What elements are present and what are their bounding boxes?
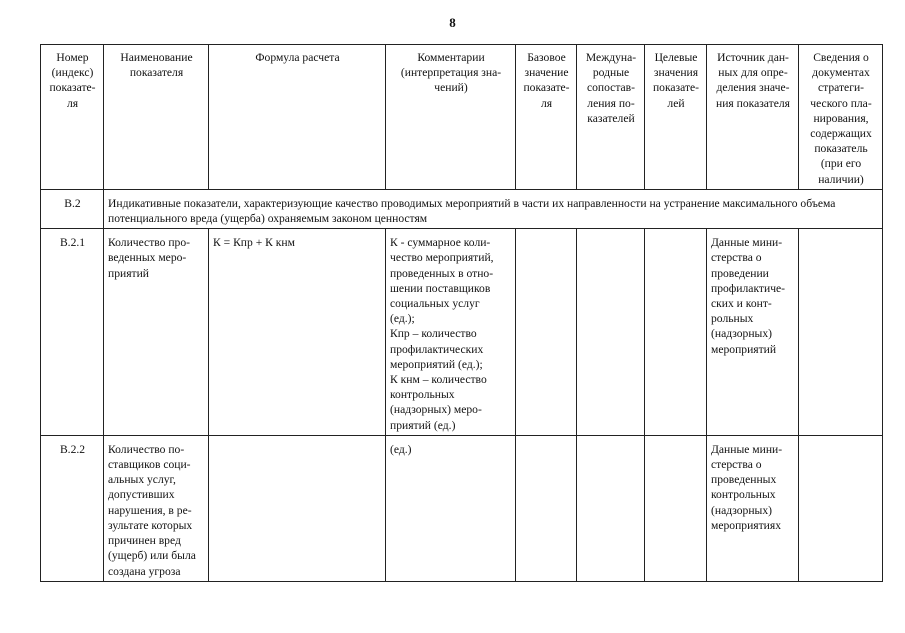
header-cell-data-source: Источник дан- ных для опре- деления значе- ния показателя <box>707 45 799 190</box>
header-cell-base-value: Базовое значение показате- ля <box>516 45 577 190</box>
row-comment: (ед.) <box>386 435 516 581</box>
row-indicator-name: Количество про- веденных меро- приятий <box>104 229 209 436</box>
row-base-value <box>516 229 577 436</box>
header-cell-comments: Комментарии (интерпретация зна- чений) <box>386 45 516 190</box>
row-data-source: Данные мини- стерства о проведенных контрольных (надзорных) мероприятиях <box>707 435 799 581</box>
row-data-source: Данные мини- стерства о проведении профилактиче- ских и конт- рольных (надзорных) мероприятий <box>707 229 799 436</box>
row-formula: К = Кпр + К кнм <box>209 229 386 436</box>
table-row <box>41 435 883 581</box>
header-row <box>41 45 883 190</box>
page-number: 8 <box>449 15 456 30</box>
indicators-table <box>40 44 883 582</box>
row-planning-docs <box>799 229 883 436</box>
section-title: Индикативные показатели, характеризующие качество проводимых мероприятий в части их направленности на устранение максимального объема потенциального вреда (ущерба) охраняемым законом ценностям <box>104 189 883 228</box>
row-code: В.2.2 <box>41 435 104 581</box>
row-formula <box>209 435 386 581</box>
row-base-value <box>516 435 577 581</box>
header-cell-planning-docs: Сведения о документах стратеги- ческого пла- нирования, содержащих показатель (при его наличии) <box>799 45 883 190</box>
row-code: В.2.1 <box>41 229 104 436</box>
row-planning-docs <box>799 435 883 581</box>
row-international <box>577 229 645 436</box>
header-cell-international: Междуна- родные сопостав- ления по- казателей <box>577 45 645 190</box>
section-row <box>41 189 883 228</box>
header-cell-name: Наименование показателя <box>104 45 209 190</box>
header-cell-target-values: Целевые значения показате- лей <box>645 45 707 190</box>
header-cell-formula: Формула расчета <box>209 45 386 190</box>
section-code: В.2 <box>41 189 104 228</box>
row-indicator-name: Количество по- ставщиков соци- альных услуг, допустивших нарушения, в ре- зультате которых причинен вред (ущерб) или была создана угроза <box>104 435 209 581</box>
row-international <box>577 435 645 581</box>
row-target-values <box>645 435 707 581</box>
row-target-values <box>645 229 707 436</box>
row-comment: К - суммарное коли- чество мероприятий, проведенных в отно- шении поставщиков социальных услуг (ед.); Кпр – количество профилактических мероприятий (ед.); К кнм – количество контрольных (надзорных) меро- приятий (ед.) <box>386 229 516 436</box>
table-row <box>41 229 883 436</box>
header-cell-number: Номер (индекс) показате- ля <box>41 45 104 190</box>
